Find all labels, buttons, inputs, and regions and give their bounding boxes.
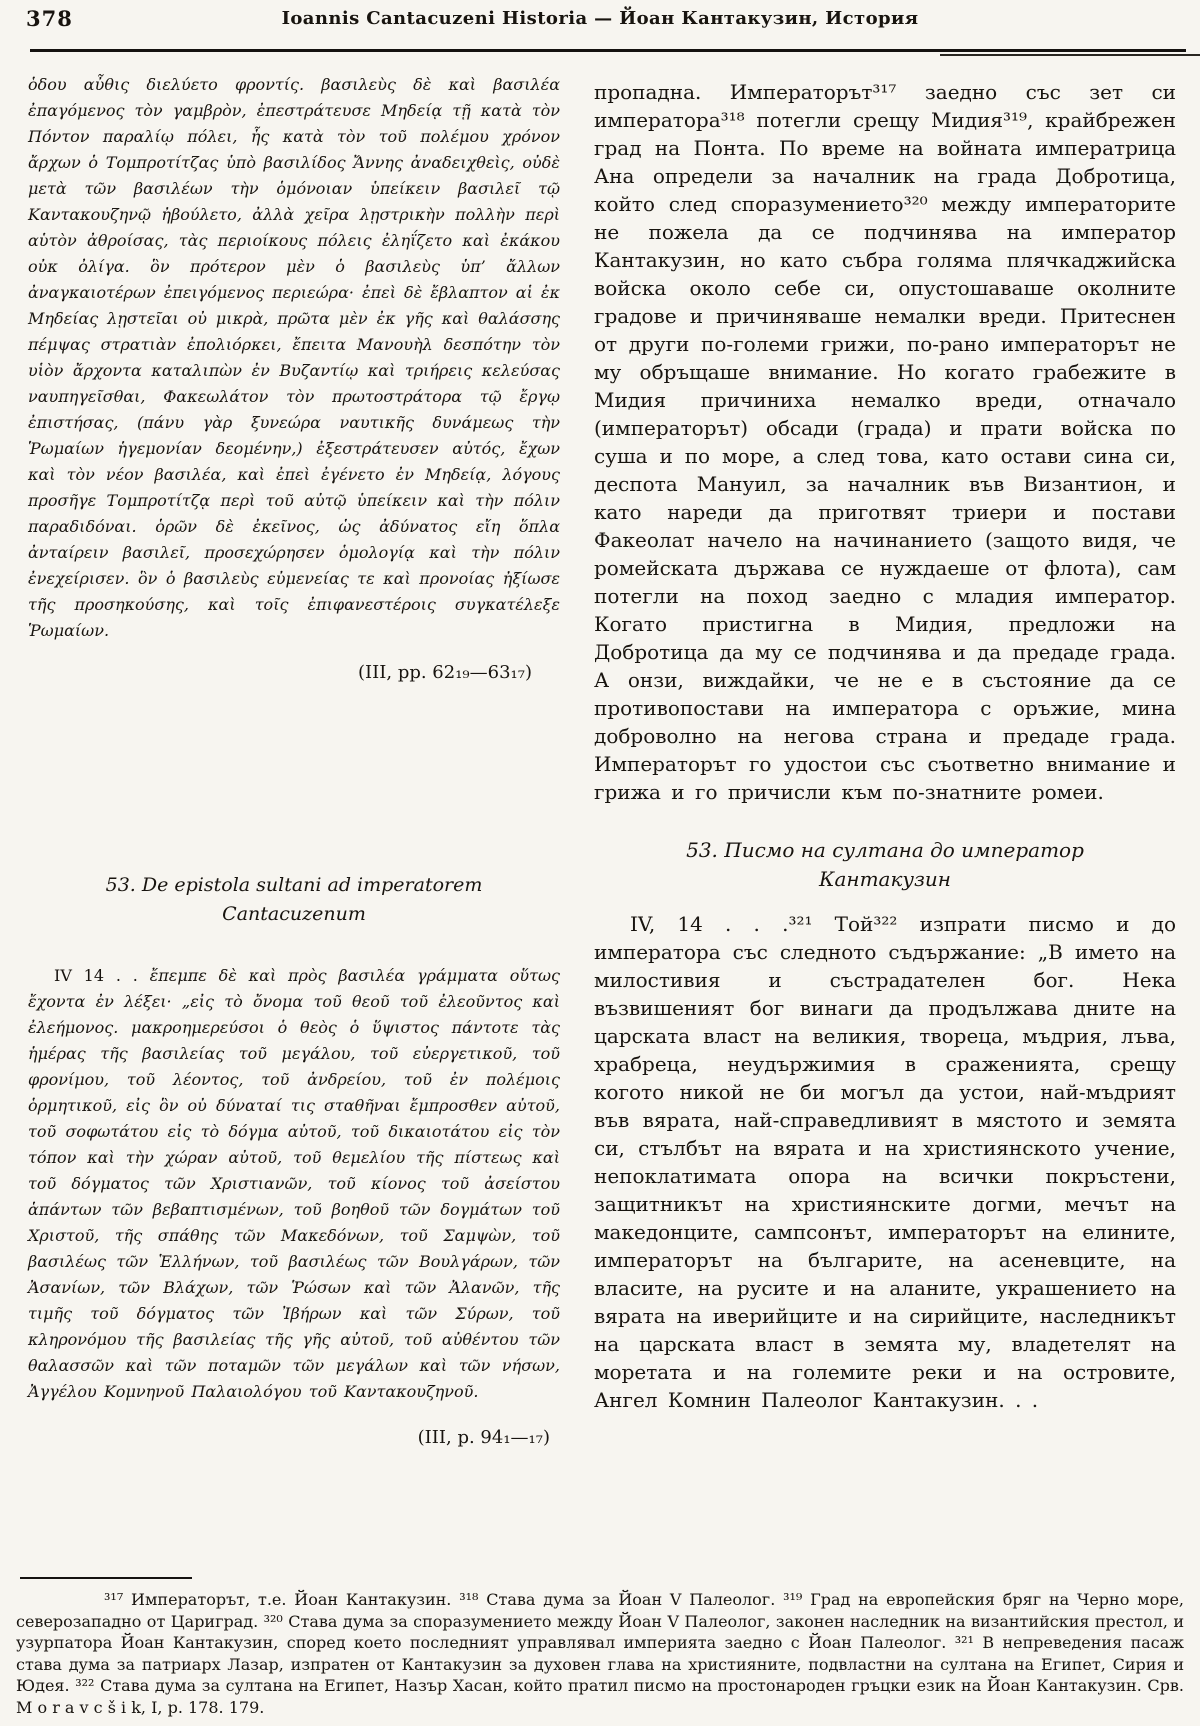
section-heading-bulgarian: 53. Писмо на султана до император Кантакузин	[686, 838, 1084, 891]
page-header	[0, 0, 1200, 42]
text-columns	[0, 56, 1200, 1448]
volume-reference: IV 14 . .	[54, 966, 150, 985]
greek-paragraph-1: ὁδου αὖθις διελύετο φροντίς. βασιλεὺς δὲ καὶ βασιλέα ἐπαγόμενος τὸν γαμβρὸν, ἐπεστράτευσε Μηδείᾳ τῇ κατὰ τὸν Πόντον παραλίῳ πόλει, ἧς κατὰ τὸν τοῦ πολέμου χρόνον ἄρχων ὁ Τομπροτίτζας ὑπὸ βασιλίδος Ἄννης ἀναδειχθεὶς, οὐδὲ μετὰ τῶν βασιλέων τὴν ὁμόνοιαν ὑπείκειν βασιλεῖ τῷ Καντακουζηνῷ ἠβούλετο, ἀλλὰ χεῖρα λῃστρικὴν πολλὴν περὶ αὑτὸν ἀθροίσας, τὰς περιοίκους πόλεις ἐληΐζετο καὶ ἐκάκου οὐκ ὀλίγα. ὃν πρότερον μὲν ὁ βασιλεὺς ὑπ’ ἄλλων ἀναγκαιοτέρων ἐπειγόμενος περιεώρα· ἐπεὶ δὲ ἔβλαπτον αἱ ἐκ Μηδείας λῃστεῖαι οὐ μικρὰ, πρῶτα μὲν ἐκ γῆς καὶ θαλάσσης πέμψας στρατιὰν ἐπολιόρκει, ἔπειτα Μανουὴλ δεσπότην τὸν υἱὸν ἄρχοντα καταλιπὼν ἐν Βυζαντίῳ καὶ τριήρεις κελεύσας ναυπηγεῖσθαι, Φακεωλάτον τὸν πρωτοστράτορα τῷ ἔργῳ ἐπιστήσας, (πάνυ γὰρ ξυνεώρα ναυτικῆς δυνάμεως τὴν Ῥωμαίων ἡγεμονίαν δεομένην,) ἐξεστράτευσεν αὐτός, ἔχων καὶ τὸν νέον βασιλέα, καὶ ἐπεὶ ἐγένετο ἐν Μηδείᾳ, λόγους προσῆγε Τομπροτίτζᾳ περὶ τοῦ αὐτῷ ὑπείκειν καὶ τὴν πόλιν παραδιδόναι. ὁρῶν δὲ ἐκεῖνος, ὡς ἀδύνατος εἴη ὅπλα ἀνταίρειν βασιλεῖ, προσεχώρησεν ὁμολογίᾳ καὶ τὴν πόλιν ἐνεχείρισεν. ὃν ὁ βασιλεὺς εὐμενείας τε καὶ προνοίας ἠξίωσε τῆς προσηκούσης, καὶ τοῖς ἐπιφανεστέροις συγκατέλεξε Ῥωμαίων.	[28, 75, 560, 640]
citation-1: (III, pp. 62₁₉—63₁₇)	[358, 662, 532, 683]
header-rule	[30, 49, 1186, 52]
greek-letter-text: ἔπεμπε δὲ καὶ πρὸς βασιλέα γράμματα οὕτως ἔχοντα ἐν λέξει· „εἰς τὸ ὄνομα τοῦ θεοῦ τοῦ ἐλεοῦντος καὶ ἐλεήμονος. μακροημερεύσοι ὁ θεὸς ὁ ὕψιστος πάντοτε τὰς ἡμέρας τῆς βασιλείας τοῦ μεγάλου, τοῦ εὐεργετικοῦ, τοῦ φρονίμου, τοῦ λέοντος, τοῦ ἀνδρείου, τοῦ ἐν πολέμοις ὁρμητικοῦ, εἰς ὃν οὐ δύναταί τις σταθῆναι ἔμπροσθεν αὐτοῦ, τοῦ σοφωτάτου εἰς τὸ δόγμα αὐτοῦ, τοῦ δικαιοτάτου εἰς τὸν τόπον καὶ τὴν χώραν αὐτοῦ, τοῦ θεμελίου τῆς πίστεως καὶ τοῦ δόγματος τῶν Χριστιανῶν, τοῦ κίονος τοῦ ἀσείστου ἁπάντων τῶν βεβαπτισμένων, τοῦ βοηθοῦ τῶν δογμάτων τοῦ Χριστοῦ, τῆς σπάθης τῶν Μακεδόνων, τοῦ Σαμψὼν, τοῦ βασιλέως τῶν Ἑλλήνων, τοῦ βασιλέως τῶν Βουλγάρων, τῶν Ἀσανίων, τῶν Βλάχων, τῶν Ῥώσων καὶ τῶν Ἀλανῶν, τῆς τιμῆς τοῦ δόγματος τῶν Ἰβήρων καὶ τῶν Σύρων, τοῦ κληρονόμου τῆς βασιλείας τῆς γῆς αὐτοῦ, τοῦ αὐθέντου τῶν θαλασσῶν καὶ τῶν ποταμῶν τῶν μεγάλων καὶ τῶν νήσων, Ἀγγέλου Κομνηνοῦ Παλαιολόγου τοῦ Καντακουζηνοῦ.	[28, 966, 561, 1401]
footnotes-text: ³¹⁷ Императорът, т.е. Йоан Кантакузин. ³¹⁸ Става дума за Йоан V Палеолог. ³¹⁹ Град на европейския бряг на Черно море, северозападно от Цариград. ³²⁰ Става дума за споразумението между Йоан V Палеолог, законен наследник на византийския престол, и узурпатора Йоан Кантакузин, според което последният управлявал империята заедно с Йоан Палеолог. ³²¹ В непреведения пасаж става дума за патриарх Лазар, изпратен от Кантакузин за духовен глава на християните, подвластни на султана на Египет, Сирия и Юдея. ³²² Става дума за султана на Египет, Назър Хасан, който пратил писмо на простонароден гръцки език на Йоан Кантакузин. Срв. M o r a v c š i k, I, p. 178. 179.	[16, 1590, 1184, 1717]
bulgarian-column	[594, 72, 1176, 1448]
greek-column	[28, 72, 560, 1448]
page-number: 378	[26, 6, 73, 31]
footnote-block	[16, 1577, 1184, 1718]
running-title: Ioannis Cantacuzeni Historia — Йоан Кантакузин, История	[281, 8, 919, 29]
bulgarian-paragraph-2: IV, 14 . . .³²¹ Той³²² изпрати писмо и до императора със следното съдържание: „В името на милостивия и състрадателен бог. Нека възвишеният бог винаги да продължава дните на царската власт на великия, твореца, мъдрия, лъва, храбреца, неудържимия в сраженията, срещу когото никой не би могъл да устои, най-мъдрият във вярата, най-справедливият в мястото и земята си, стълбът на вярата и на християнското учение, непоклатимата опора на всички покръстени, защитникът на християнските догми, мечът на македонците, сампсонът, императорът на елините, императорът на българите, на асеневците, на власите, на русите и на аланите, украшението на вярата на иверийците и на сирийците, наследникът на царската власт в земята му, владетелят на моретата и на големите реки и на островите, Ангел Комнин Палеолог Кантакузин. . .	[594, 912, 1176, 1412]
greek-paragraph-2	[28, 963, 560, 1405]
footnote-separator	[20, 1577, 192, 1579]
section-heading-latin: 53. De epistola sultani ad imperatorem Cantacuzenum	[105, 874, 483, 925]
bulgarian-paragraph-1: пропадна. Императорът³¹⁷ заедно със зет си императора³¹⁸ потегли срещу Мидия³¹⁹, крайбрежен град на Понта. По време на войната императрица Ана определи за началник на града Добротица, който след споразумението³²⁰ между императорите не пожела да се подчинява на император Кантакузин, но като събра голяма плячкаджийска войска около себе си, опустошаваше околните градове и причиняваше немалки вреди. Притеснен от други по-големи грижи, по-рано императорът не му обръщаше внимание. Но когато грабежите в Мидия причиниха немалко вреди, отначало (императорът) обсади (града) и прати войска по суша и по море, а след това, като остави сина си, деспота Мануил, за началник във Византион, и като нареди да приготвят триери и постави Факеолат начело на начинанието (защото видя, че ромейската държава се нуждаеше от флота), сам потегли на поход заедно с младия император. Когато пристигна в Мидия, предложи на Добротица да му се подчинява и да предаде града. А онзи, виждайки, че не е в състояние да се противопостави на императора с оръжие, мина доброволно на негова страна и предаде града. Императорът го удостои със съответно внимание и грижа и го причисли към по-знатните ромеи.	[594, 80, 1176, 804]
citation-2: (III, p. 94₁—₁₇)	[417, 1427, 550, 1448]
